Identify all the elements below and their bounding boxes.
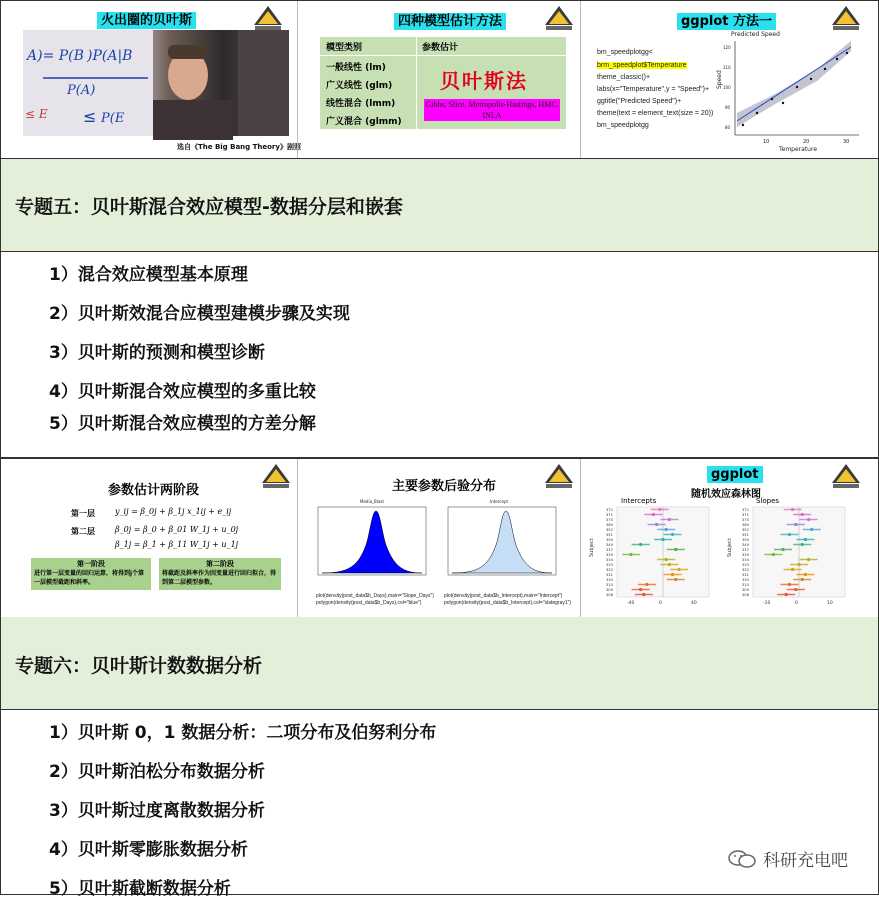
svg-text:≤: ≤ — [83, 107, 97, 126]
svg-text:)P(A|B: )P(A|B — [87, 48, 133, 64]
intercepts-subject-label: 310 — [606, 583, 613, 587]
x-tick-label: 30 — [843, 139, 850, 145]
intercepts-subject-label: 369 — [606, 523, 613, 527]
photo-caption: 选自《The Big Bang Theory》剧照 — [177, 143, 301, 151]
slopes-point — [791, 508, 794, 511]
code-line: brm_speedplot$Temperature — [597, 62, 687, 69]
intercepts-point — [642, 593, 645, 596]
wechat-watermark — [727, 846, 848, 874]
table-header-estimate: 参数估计 — [422, 43, 459, 53]
logo — [831, 5, 861, 31]
slopes-subject-label: 351 — [742, 533, 749, 537]
section-5-list — [1, 252, 878, 458]
svg-text:P(A): P(A) — [67, 83, 96, 98]
intercepts-subject-label: 351 — [606, 533, 613, 537]
slopes-x-tick: 0 — [795, 601, 798, 606]
slopes-subject-label: 333 — [742, 563, 749, 567]
stage-1-box — [31, 558, 151, 590]
y-axis-label: Subject — [727, 538, 733, 557]
section-5-title: 专题五：贝叶斯混合效应模型-数据分层和嵌套 — [15, 196, 403, 218]
slopes-subject-label: 372 — [742, 508, 749, 512]
slopes-subject-label: 371 — [742, 513, 749, 517]
intercepts-subject-label: 330 — [606, 578, 613, 582]
intercepts-point — [639, 543, 642, 546]
watermark-text: 科研充电吧 — [763, 851, 848, 871]
intercepts-subject-label: 331 — [606, 573, 613, 577]
slopes-x-tick: 10 — [827, 601, 833, 606]
slide-title: 四种模型估计方法 — [394, 10, 506, 29]
slide-four-methods — [297, 1, 581, 158]
slide-title: 参数估计两阶段 — [108, 483, 200, 498]
intercepts-point — [668, 518, 671, 521]
panel-intercepts-label: Intercepts — [621, 497, 657, 505]
intercepts-subject-label: 371 — [606, 513, 613, 517]
slopes-subject-label: 330 — [742, 578, 749, 582]
slopes-point — [797, 563, 800, 566]
list-item: 4）贝叶斯零膨胀数据分析 — [49, 840, 248, 860]
y-tick-label: 90 — [725, 105, 731, 110]
table-row: 广义混合 (glmm) — [326, 117, 402, 127]
section-5-header — [1, 159, 878, 252]
list-item: 1）贝叶斯 0，1 数据分析：二项分布及伯努利分布 — [49, 723, 437, 743]
intercepts-point — [674, 578, 677, 581]
logo — [261, 463, 291, 489]
list-item: 3）贝叶斯过度离散数据分析 — [49, 801, 265, 821]
slopes-subject-label: 308 — [742, 593, 749, 597]
slopes-subject-label: 331 — [742, 573, 749, 577]
slopes-point — [772, 553, 775, 556]
table-row: 广义线性 (glm) — [326, 81, 393, 91]
intercepts-subject-label: 333 — [606, 563, 613, 567]
slopes-subject-label: 370 — [742, 518, 749, 522]
table-row: 线性混合 (lmm) — [326, 99, 396, 109]
slopes-x-tick: -10 — [763, 601, 771, 606]
level-1-label: 第一层 — [71, 509, 95, 518]
stage-2-title: 第二阶段 — [206, 560, 234, 568]
panel-slopes-label: Slopes — [756, 497, 780, 505]
list-item: 2）贝叶斯效混合应模型建模步骤及实现 — [49, 304, 350, 324]
intercepts-point — [645, 583, 648, 586]
x-tick-label: 10 — [763, 139, 770, 145]
intercepts-x-tick: -40 — [627, 601, 635, 606]
y-tick-label: 100 — [723, 85, 731, 90]
code-line: plot(density(post_data$b_Days),main="Slope_Days") — [316, 593, 434, 599]
sheldon-photo — [23, 30, 289, 136]
slide-two-stage — [13, 459, 297, 617]
predicted-speed-plot — [717, 29, 867, 155]
forest-plot — [581, 505, 867, 617]
code-line: ggtitle("Predicted Speed")+ — [597, 98, 682, 105]
intercepts-point — [665, 558, 668, 561]
slopes-point — [788, 583, 791, 586]
intercepts-x-tick: 0 — [659, 601, 662, 606]
table-header-category: 模型类别 — [326, 43, 363, 53]
slide-subtitle: 随机效应森林图 — [691, 489, 761, 500]
logo — [544, 5, 574, 31]
slide-title: 火出圈的贝叶斯 — [97, 9, 196, 28]
list-item: 1）混合效应模型基本原理 — [49, 265, 248, 285]
y-tick-label: 80 — [725, 125, 731, 130]
slide-title: ggplot 方法一 — [677, 10, 776, 29]
slopes-point — [781, 548, 784, 551]
slopes-point — [807, 558, 810, 561]
list-item: 3）贝叶斯的预测和模型诊断 — [49, 343, 265, 363]
slopes-subject-label: 369 — [742, 523, 749, 527]
code-line: labs(x="Temperature",y = "Speed")+ — [597, 86, 710, 93]
stage-1-title: 第一阶段 — [77, 560, 105, 568]
code-line: bm_speedplotgg< — [597, 49, 653, 56]
slopes-point — [804, 538, 807, 541]
slide-posterior — [297, 459, 581, 617]
slopes-point — [791, 568, 794, 571]
density-plot-lightblue — [438, 495, 560, 587]
table-row: 一般线性 (lm) — [326, 63, 386, 73]
intercepts-point — [661, 538, 664, 541]
slopes-point — [810, 528, 813, 531]
slopes-subject-label: 335 — [742, 553, 749, 557]
intercepts-point — [665, 528, 668, 531]
slopes-point — [801, 513, 804, 516]
equation-1: y_ij = β_0j + β_1j x_1ij + e_ij — [115, 507, 232, 516]
slide-bayes-viral — [1, 1, 301, 158]
slopes-subject-label: 350 — [742, 538, 749, 542]
methods-table — [320, 37, 566, 129]
slopes-point — [804, 573, 807, 576]
slopes-point — [794, 588, 797, 591]
equation-3: β_1j = β_1 + β_11 W_1j + u_1j — [115, 540, 239, 549]
intercepts-subject-label: 337 — [606, 548, 613, 552]
intercepts-point — [671, 533, 674, 536]
slopes-point — [801, 578, 804, 581]
intercepts-subject-label: 350 — [606, 538, 613, 542]
intercepts-subject-label: 308 — [606, 593, 613, 597]
plot-title: Media_Blast — [360, 499, 384, 504]
list-item: 5）贝叶斯截断数据分析 — [49, 879, 231, 899]
bayes-method-label: 贝叶斯法 — [440, 69, 528, 93]
slopes-subject-label: 334 — [742, 558, 749, 562]
plot-title: Predicted Speed — [731, 31, 780, 38]
stage-2-text: 将截距及斜率作为因变量进行回归拟合，得到第二层模型参数。 — [162, 570, 277, 586]
slopes-point — [785, 593, 788, 596]
code-line: theme(text = element_text(size = 20)) — [597, 110, 714, 117]
slopes-subject-label: 310 — [742, 583, 749, 587]
intercepts-subject-label: 335 — [606, 553, 613, 557]
y-axis-label: Subject — [589, 538, 595, 557]
intercepts-point — [655, 523, 658, 526]
y-tick-label: 120 — [723, 45, 731, 50]
stage-1-text: 进行第一层变量的回归运算，将得到j个第一层模型截距和斜率。 — [34, 570, 145, 586]
slopes-subject-label: 332 — [742, 568, 749, 572]
plot-ylabel: Speed — [716, 70, 723, 89]
intercepts-point — [639, 588, 642, 591]
level-2-label: 第二层 — [71, 527, 95, 536]
stage-2-box — [159, 558, 281, 590]
plot-xlabel: Temperature — [779, 146, 818, 153]
sampling-methods: Gibbs, Slice, Metropolis-Hastings, HMC, INLA — [425, 100, 559, 120]
slopes-subject-label: 337 — [742, 548, 749, 552]
svg-text:≤ E: ≤ E — [25, 107, 48, 121]
slopes-subject-label: 309 — [742, 588, 749, 592]
plot-title: Intercept — [490, 499, 509, 504]
density-plot-blue — [308, 495, 430, 587]
slides-row-1 — [1, 1, 878, 159]
intercepts-subject-label: 349 — [606, 543, 613, 547]
intercepts-subject-label: 370 — [606, 518, 613, 522]
logo — [831, 463, 861, 489]
list-item: 5）贝叶斯混合效应模型的方差分解 — [49, 414, 316, 434]
intercepts-point — [652, 513, 655, 516]
logo — [253, 5, 283, 31]
intercepts-subject-label: 309 — [606, 588, 613, 592]
intercepts-subject-label: 334 — [606, 558, 613, 562]
slide-title: ggplot — [707, 467, 763, 482]
code-line: theme_classic()+ — [597, 74, 651, 81]
y-tick-label: 110 — [723, 65, 731, 70]
section-6-header — [1, 617, 878, 710]
slopes-point — [794, 523, 797, 526]
x-tick-label: 20 — [803, 139, 810, 145]
intercepts-point — [671, 573, 674, 576]
slides-row-2 — [1, 458, 878, 618]
svg-text:P(E: P(E — [101, 111, 125, 126]
code-line: bm_speedplotgg — [597, 122, 649, 129]
intercepts-point — [677, 568, 680, 571]
list-item: 2）贝叶斯泊松分布数据分析 — [49, 762, 265, 782]
slopes-subject-label: 352 — [742, 528, 749, 532]
intercepts-point — [658, 508, 661, 511]
code-line: polygon(density(post_data$b_Days),col="blue") — [316, 600, 422, 606]
code-line: polygon(density(post_data$b_Intercept),col="slategray1") — [444, 600, 572, 606]
code-line: plot(density(post_data$b_Intercept),main="Intercept") — [444, 593, 563, 599]
intercepts-point — [668, 563, 671, 566]
equation-2: β_0j = β_0 + β_01 W_1j + u_0j — [115, 525, 239, 534]
slide-title: 主要参数后验分布 — [392, 479, 497, 494]
slide-ggplot-method — [580, 1, 879, 158]
intercepts-subject-label: 332 — [606, 568, 613, 572]
intercepts-subject-label: 352 — [606, 528, 613, 532]
slopes-subject-label: 349 — [742, 543, 749, 547]
list-item: 4）贝叶斯混合效应模型的多重比较 — [49, 382, 316, 402]
section-6-title: 专题六：贝叶斯计数数据分析 — [15, 655, 263, 677]
slopes-point — [807, 518, 810, 521]
intercepts-point — [674, 548, 677, 551]
wechat-icon — [727, 849, 757, 874]
slide-forest-plot — [580, 459, 867, 617]
intercepts-x-tick: 40 — [691, 601, 697, 606]
slopes-point — [788, 533, 791, 536]
slopes-point — [801, 543, 804, 546]
intercepts-point — [629, 553, 632, 556]
logo — [544, 463, 574, 489]
intercepts-subject-label: 372 — [606, 508, 613, 512]
svg-text:A)= P(B: A)= P(B — [27, 48, 84, 64]
